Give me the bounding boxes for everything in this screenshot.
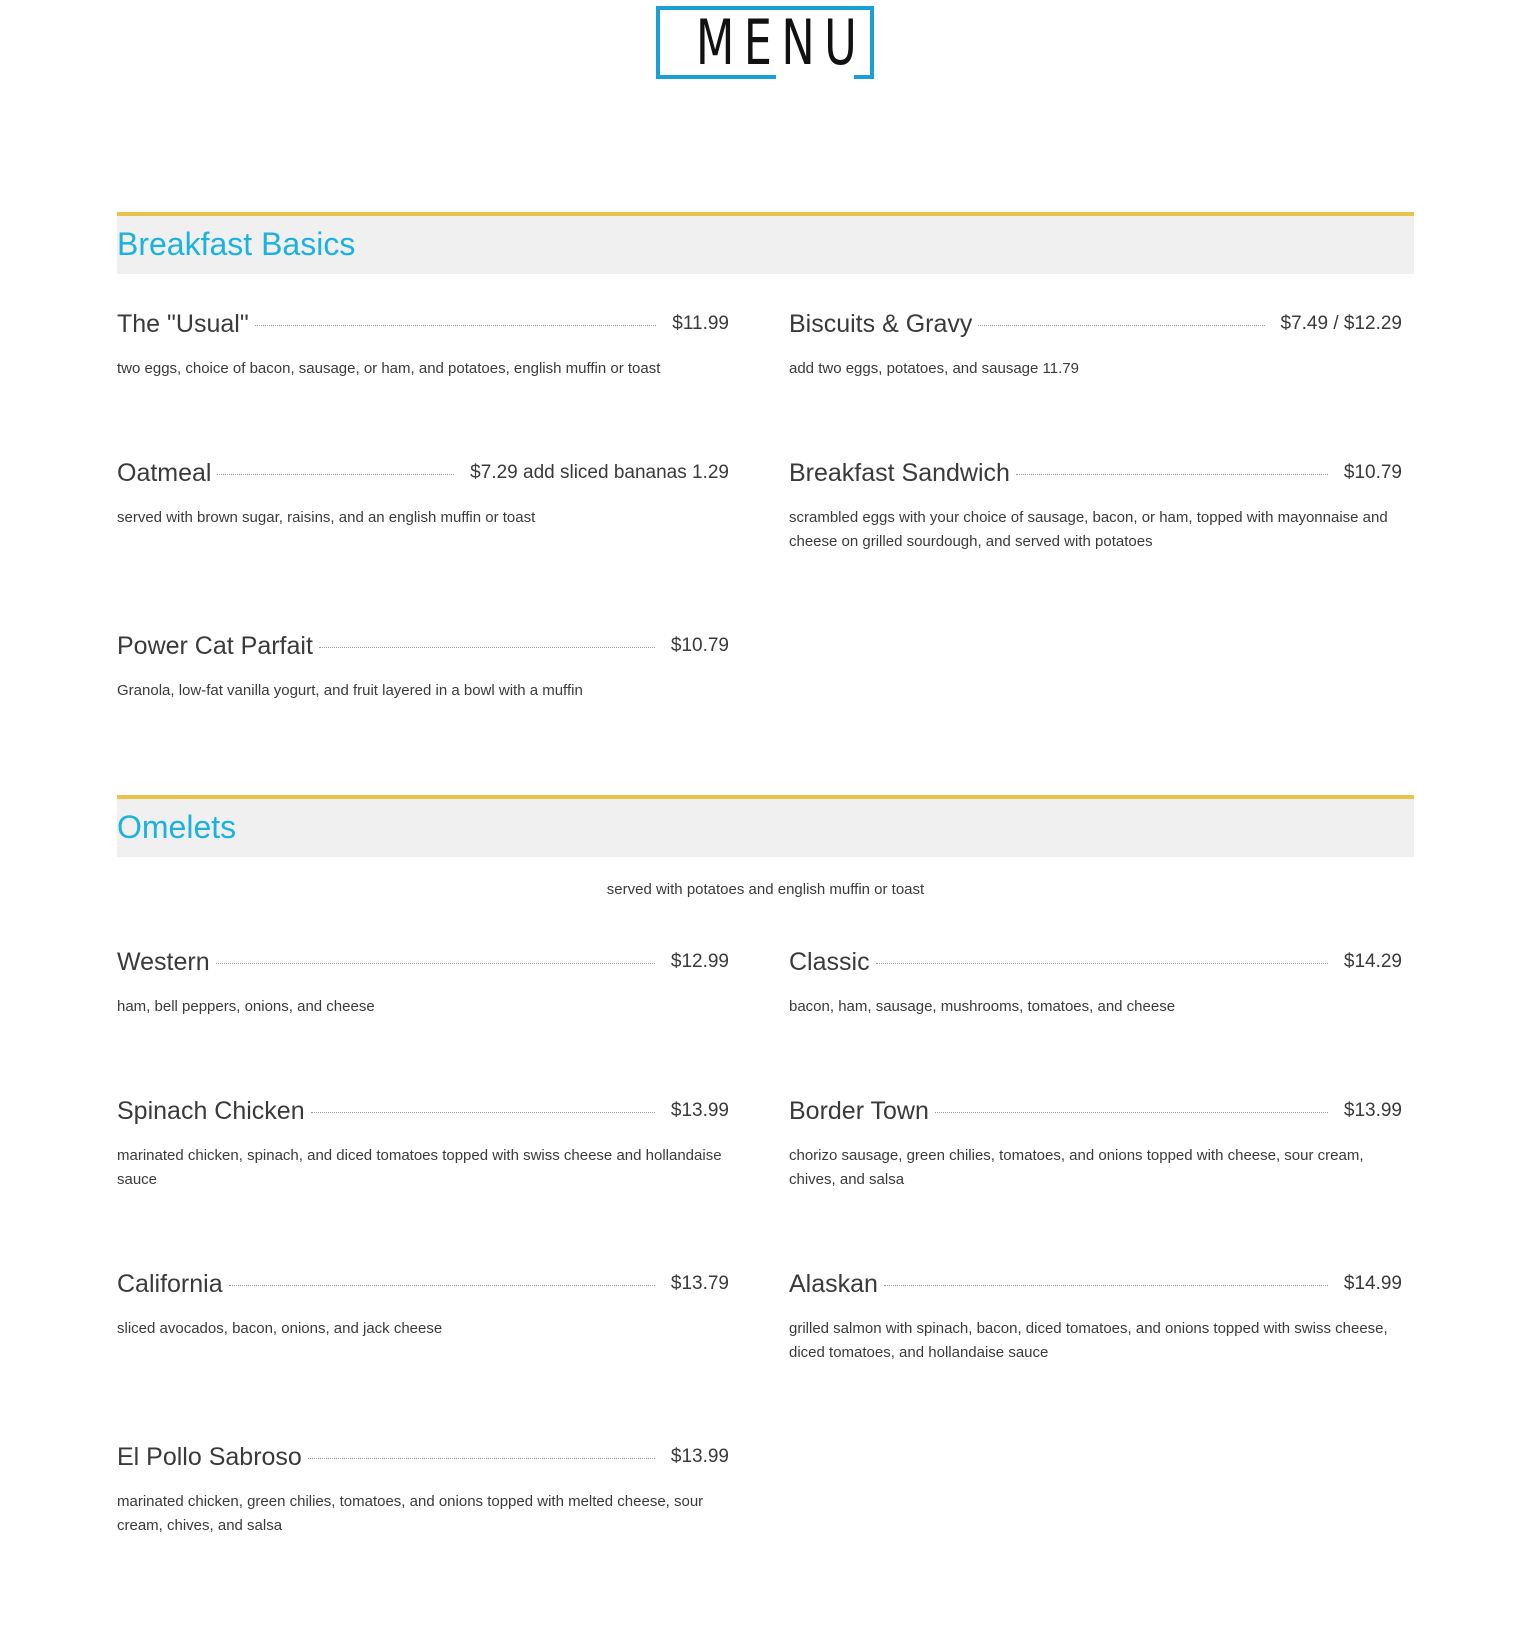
item-description: chorizo sausage, green chilies, tomatoes, and onions topped with cheese, sour cream, chives, and salsa — [789, 1147, 1364, 1188]
menu-item-breakfast-sandwich — [789, 455, 1404, 554]
item-description: two eggs, choice of bacon, sausage, or ham, and potatoes, english muffin or toast — [117, 360, 661, 377]
item-price: $11.99 — [672, 313, 729, 334]
section-note: served with potatoes and english muffin or toast — [606, 881, 925, 898]
item-head — [117, 944, 729, 980]
item-price: $14.29 — [1343, 951, 1402, 972]
item-name: Classic — [789, 947, 870, 976]
item-name: El Pollo Sabroso — [117, 1442, 302, 1471]
dotted-leader — [311, 1112, 655, 1113]
item-name: Alaskan — [789, 1269, 878, 1298]
menu-item-spinach-chicken — [117, 1093, 729, 1192]
menu-item-classic — [789, 944, 1404, 1019]
item-price: $14.99 — [1343, 1273, 1402, 1294]
item-description: add two eggs, potatoes, and sausage 11.79 — [789, 360, 1079, 377]
dotted-leader — [308, 1458, 655, 1459]
item-head — [789, 944, 1402, 980]
menu-item-california — [117, 1266, 729, 1341]
item-name: Border Town — [789, 1096, 929, 1125]
item-name: Western — [117, 947, 210, 976]
item-price: $12.99 — [670, 951, 729, 972]
logo-text: MENU — [695, 6, 867, 79]
item-price: $10.79 — [670, 635, 729, 656]
item-head — [117, 1439, 729, 1475]
item-head — [117, 628, 729, 664]
item-description: grilled salmon with spinach, bacon, diced tomatoes, and onions topped with swiss cheese, diced tomatoes, and hollandaise sauce — [789, 1320, 1388, 1361]
item-price: $13.99 — [670, 1100, 729, 1121]
menu-item-biscuits-gravy — [789, 306, 1404, 381]
item-head — [117, 455, 729, 491]
item-description: Granola, low-fat vanilla yogurt, and fruit layered in a bowl with a muffin — [117, 682, 583, 699]
menu-item-el-pollo-sabroso — [117, 1439, 729, 1538]
item-price: $7.49 / $12.29 — [1280, 313, 1402, 334]
dotted-leader — [884, 1285, 1328, 1286]
menu-item-border-town — [789, 1093, 1404, 1192]
item-description: sliced avocados, bacon, onions, and jack cheese — [117, 1320, 443, 1337]
menu-item-oatmeal — [117, 455, 729, 530]
item-price: $10.79 — [1343, 462, 1402, 483]
item-head — [117, 1266, 729, 1302]
item-price: $13.99 — [1343, 1100, 1402, 1121]
item-name: Power Cat Parfait — [117, 631, 313, 660]
item-name: Breakfast Sandwich — [789, 458, 1010, 487]
item-price: $13.79 — [670, 1273, 729, 1294]
dotted-leader — [255, 325, 657, 326]
item-name: The "Usual" — [117, 309, 249, 338]
item-head — [789, 306, 1402, 342]
item-name: Biscuits & Gravy — [789, 309, 973, 338]
dotted-leader — [216, 963, 655, 964]
dotted-leader — [935, 1112, 1328, 1113]
section-header-breakfast-basics — [117, 212, 1414, 274]
item-description: marinated chicken, spinach, and diced tomatoes topped with swiss cheese and hollandaise sauce — [117, 1147, 722, 1188]
item-head — [789, 1093, 1402, 1129]
item-head — [789, 1266, 1402, 1302]
dotted-leader — [876, 963, 1328, 964]
dotted-leader — [978, 325, 1264, 326]
menu-item-alaskan — [789, 1266, 1404, 1365]
item-head — [117, 306, 729, 342]
item-head — [789, 455, 1402, 491]
item-name: California — [117, 1269, 223, 1298]
item-name: Oatmeal — [117, 458, 212, 487]
menu-logo — [656, 6, 874, 79]
item-description: marinated chicken, green chilies, tomatoes, and onions topped with melted cheese, sour cream, chives, and salsa — [117, 1493, 704, 1534]
item-price: $13.99 — [670, 1446, 729, 1467]
item-description: bacon, ham, sausage, mushrooms, tomatoes, and cheese — [789, 998, 1176, 1015]
item-name: Spinach Chicken — [117, 1096, 305, 1125]
dotted-leader — [229, 1285, 655, 1286]
dotted-leader — [319, 647, 655, 648]
item-price: $7.29 add sliced bananas 1.29 — [470, 462, 729, 483]
menu-item-power-cat-parfait — [117, 628, 729, 703]
menu-item-the-usual — [117, 306, 729, 381]
dotted-leader — [1016, 474, 1328, 475]
menu-item-western — [117, 944, 729, 1019]
item-description: scrambled eggs with your choice of sausage, bacon, or ham, topped with mayonnaise and cheese on grilled sourdough, and served with potatoes — [789, 509, 1388, 550]
item-head — [117, 1093, 729, 1129]
section-title: Omelets — [117, 809, 237, 845]
item-description: served with brown sugar, raisins, and an english muffin or toast — [117, 509, 536, 526]
section-header-omelets — [117, 795, 1414, 857]
item-description: ham, bell peppers, onions, and cheese — [117, 998, 375, 1015]
dotted-leader — [217, 474, 454, 475]
section-title: Breakfast Basics — [117, 226, 356, 262]
